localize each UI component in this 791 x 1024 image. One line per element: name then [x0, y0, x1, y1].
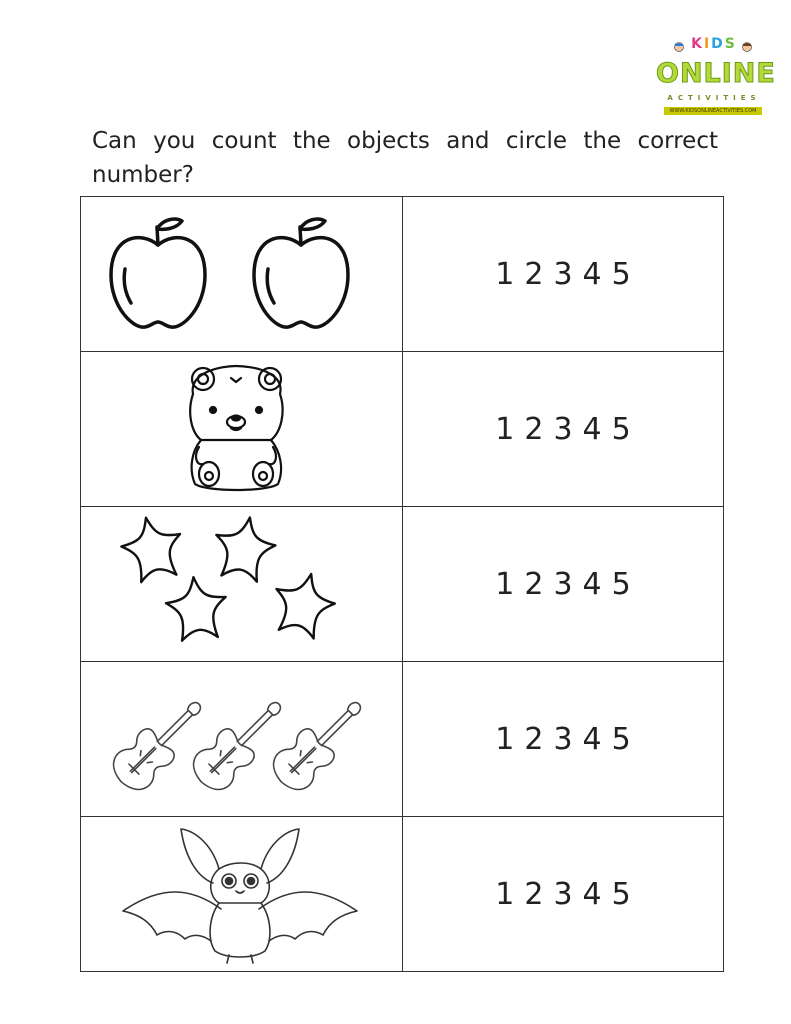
- worksheet-question: Can you count the objects and circle the correct number?: [92, 128, 718, 188]
- choice-2[interactable]: 2: [524, 721, 544, 757]
- teddy-bear-icon: [81, 352, 402, 506]
- stars-picture-cell: [81, 507, 403, 662]
- choice-2[interactable]: 2: [524, 876, 544, 912]
- counting-table: [80, 196, 724, 972]
- answer-choices: [403, 817, 724, 972]
- bat-picture-cell: [81, 817, 403, 972]
- choice-5[interactable]: 5: [611, 721, 631, 757]
- choice-4[interactable]: 4: [582, 256, 602, 292]
- choice-5[interactable]: 5: [611, 876, 631, 912]
- star-icon: [81, 507, 402, 661]
- violin-icon: [81, 662, 402, 816]
- answer-choices: [403, 507, 724, 662]
- violins-picture-cell: [81, 662, 403, 817]
- choice-2[interactable]: 2: [524, 566, 544, 602]
- answer-choices: [403, 662, 724, 817]
- choice-5[interactable]: 5: [611, 256, 631, 292]
- table-row: [81, 352, 724, 507]
- site-logo: [652, 36, 776, 120]
- table-row: [81, 662, 724, 817]
- choice-2[interactable]: 2: [524, 256, 544, 292]
- choice-4[interactable]: 4: [582, 876, 602, 912]
- table-row: [81, 197, 724, 352]
- logo-url: WWW.KIDSONLINEACTIVITIES.COM: [664, 107, 762, 115]
- apples-picture-cell: [81, 197, 403, 352]
- choice-3[interactable]: 3: [553, 566, 573, 602]
- choice-4[interactable]: 4: [582, 721, 602, 757]
- choice-1[interactable]: 1: [495, 566, 515, 602]
- choice-5[interactable]: 5: [611, 566, 631, 602]
- logo-kids-text: KIDS: [691, 36, 737, 52]
- answer-choices: [403, 352, 724, 507]
- choice-3[interactable]: 3: [553, 721, 573, 757]
- choice-4[interactable]: 4: [582, 566, 602, 602]
- choice-4[interactable]: 4: [582, 411, 602, 447]
- choice-1[interactable]: 1: [495, 876, 515, 912]
- logo-activities-text: ACTIVITIES: [667, 94, 761, 102]
- logo-online-text: ONLINE: [656, 58, 776, 89]
- choice-3[interactable]: 3: [553, 876, 573, 912]
- table-row: [81, 507, 724, 662]
- answer-choices: [403, 197, 724, 352]
- choice-1[interactable]: 1: [495, 721, 515, 757]
- choice-2[interactable]: 2: [524, 411, 544, 447]
- table-row: [81, 817, 724, 972]
- choice-3[interactable]: 3: [553, 256, 573, 292]
- choice-1[interactable]: 1: [495, 411, 515, 447]
- choice-3[interactable]: 3: [553, 411, 573, 447]
- bat-icon: [81, 817, 402, 971]
- apple-icon: [81, 197, 402, 351]
- choice-1[interactable]: 1: [495, 256, 515, 292]
- choice-5[interactable]: 5: [611, 411, 631, 447]
- bear-picture-cell: [81, 352, 403, 507]
